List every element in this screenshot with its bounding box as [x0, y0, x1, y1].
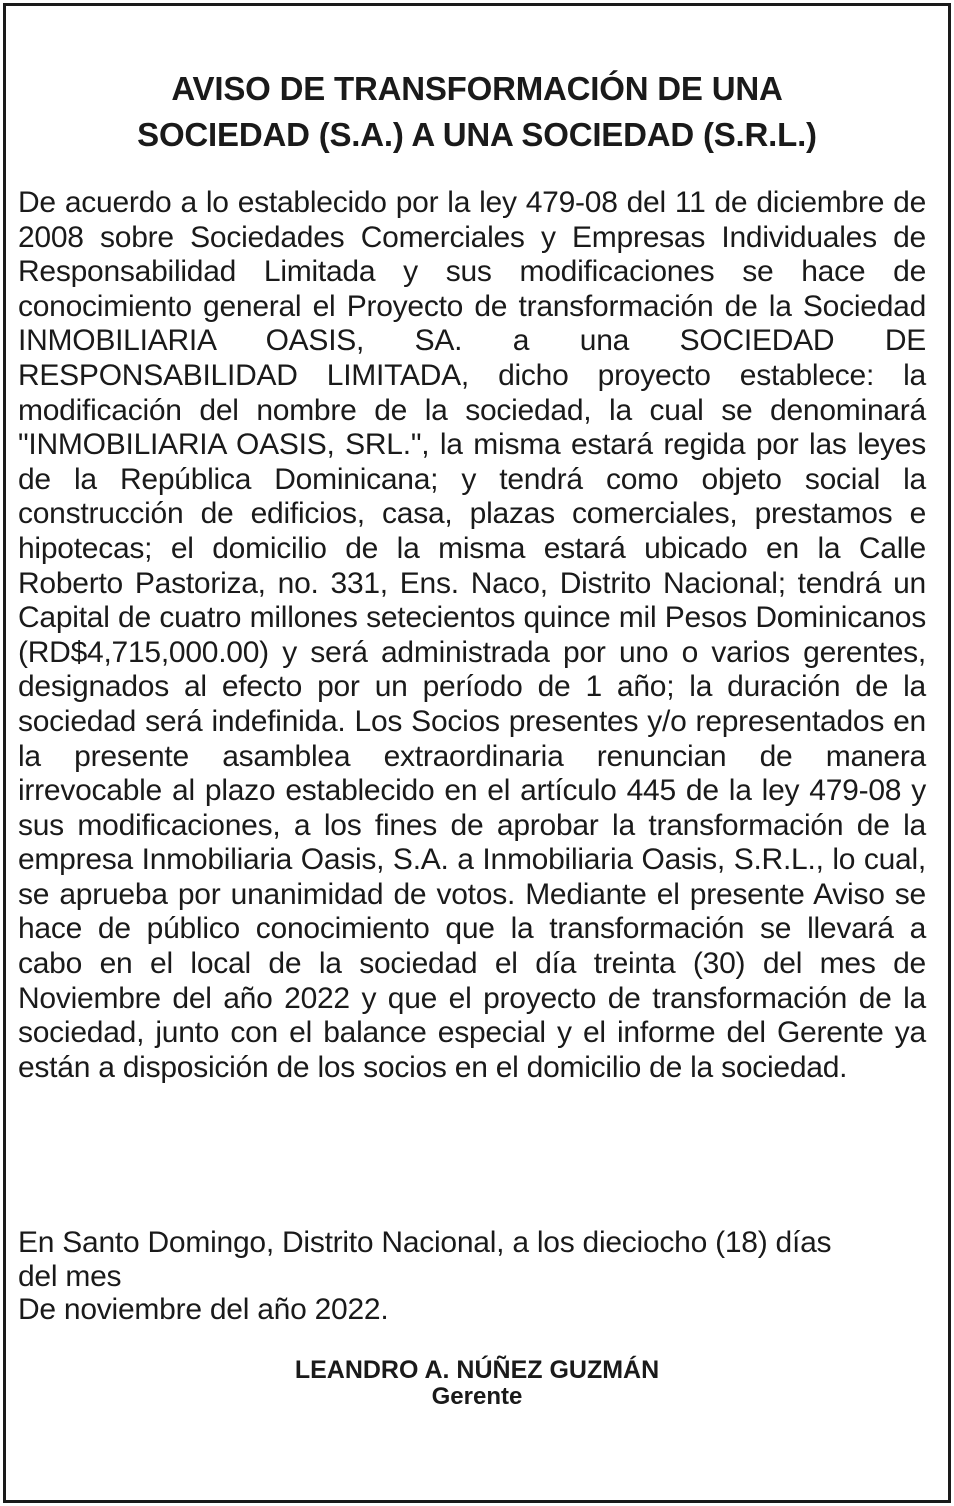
signature-block: [0, 1356, 954, 1410]
notice-title: [0, 66, 954, 158]
signer-role: Gerente: [431, 1383, 523, 1410]
closing-line-1: En Santo Domingo, Distrito Nacional, a los dieciocho (18) días: [18, 1226, 832, 1259]
closing-line-2: del mes: [18, 1259, 122, 1293]
closing-line-3: De noviembre del año 2022.: [18, 1293, 389, 1326]
signer-name: LEANDRO A. NÚÑEZ GUZMÁN: [294, 1356, 660, 1384]
notice-title-line-2: SOCIEDAD (S.A.) A UNA SOCIEDAD (S.R.L.): [137, 116, 817, 153]
notice-title-line-1: AVISO DE TRANSFORMACIÓN DE UNA: [171, 70, 783, 107]
notice-closing: [18, 1226, 928, 1327]
notice-body: De acuerdo a lo establecido por la ley 479-08 del 11 de diciembre de 2008 sobre Sociedades Comerciales y Empresas Individuales de Responsabilidad Limitada y sus modificaciones se hace de conocimiento general el Proyecto de transformación de la Sociedad INMOBILIARIA OASIS, SA. a una SOCIEDAD DE RESPONSABILIDAD LIMITADA, dicho proyecto establece: la modificación del nombre de la sociedad, la cual se denominará "INMOBILIARIA OASIS, SRL.", la misma estará regida por las leyes de la República Dominicana; y tendrá como objeto social la construcción de edificios, casa, plazas comerciales, prestamos e hipotecas; el domicilio de la misma estará ubicado en la Calle Roberto Pastoriza, no. 331, Ens. Naco, Distrito Nacional; tendrá un Capital de cuatro millones setecientos quince mil Pesos Dominicanos (RD$4,715,000.00) y será administrada por uno o varios gerentes, designados al efecto por un período de 1 año; la duración de la sociedad será indefinida. Los Socios presentes y/o representados en la presente asamblea extraordinaria renuncian de manera irrevocable al plazo establecido en el artículo 445 de la ley 479-08 y sus modificaciones, a los fines de aprobar la transformación de la empresa Inmobiliaria Oasis, S.A. a Inmobiliaria Oasis, S.R.L., lo cual, se aprueba por unanimidad de votos. Mediante el presente Aviso se hace de público conocimiento que la transformación se llevará a cabo en el local de la sociedad el día treinta (30) del mes de Noviembre del año 2022 y que el proyecto de transformación de la sociedad, junto con el balance especial y el informe del Gerente ya están a disposición de los socios en el domicilio de la sociedad.: [18, 186, 926, 1084]
